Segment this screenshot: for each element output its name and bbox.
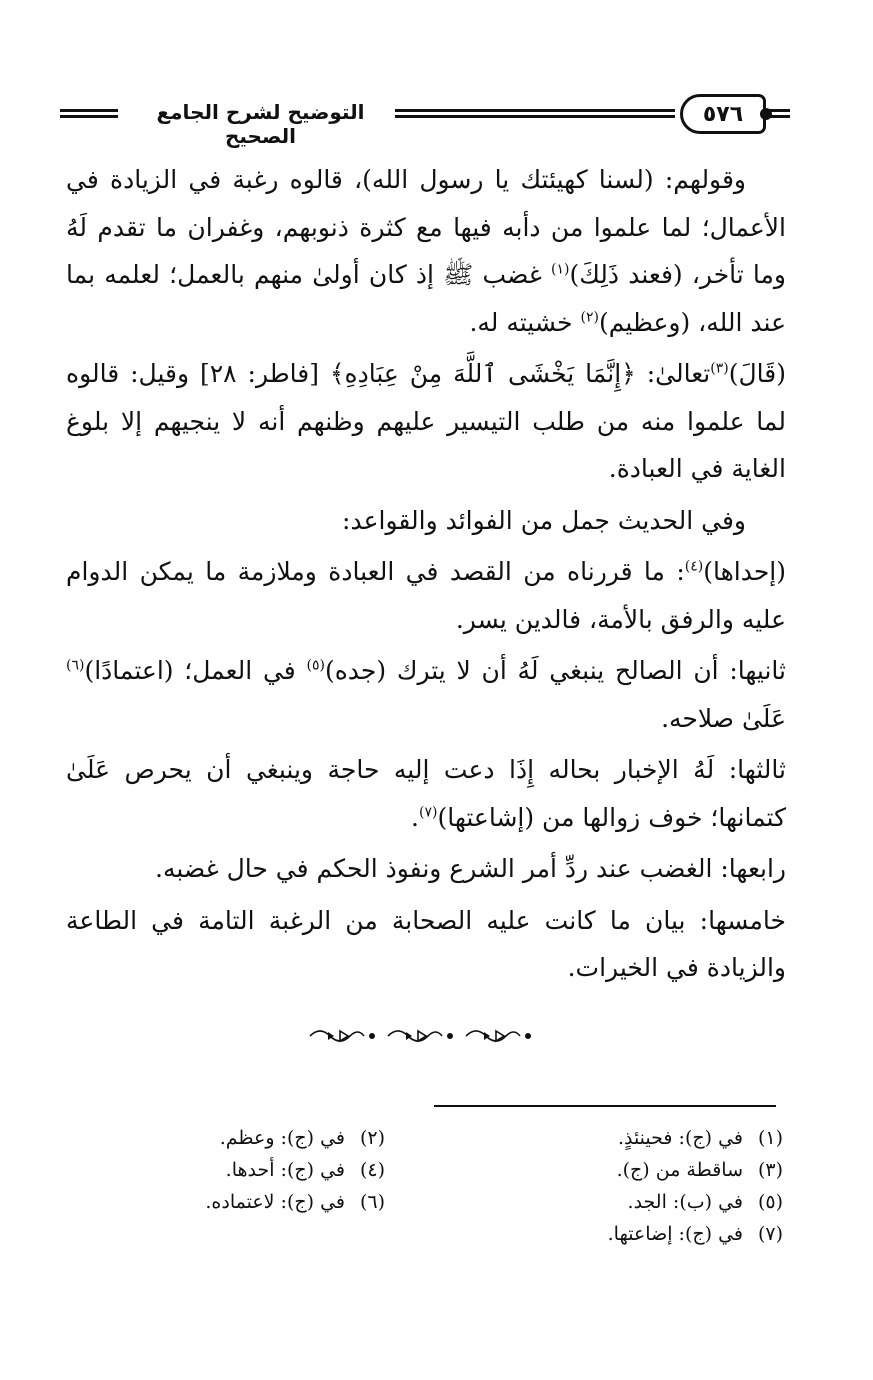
footnote-number: (٣) bbox=[757, 1159, 783, 1181]
quran-verse: ﴿إِنَّمَا يَخْشَى ٱللَّهَ مِنْ عِبَادِهِ﴾ bbox=[329, 359, 636, 388]
footnote-number: (١) bbox=[757, 1127, 783, 1149]
text-segment: ثانيها: أن الصالح ينبغي لَهُ أن لا يترك (جده) bbox=[324, 656, 786, 685]
page-header bbox=[60, 92, 790, 148]
text-segment: غضب ﷺ إذ كان أولىٰ منهم بالعمل؛ لعلمه بما عند الله، (وعظيم) bbox=[66, 260, 786, 337]
paragraph-4 bbox=[66, 548, 786, 643]
text-segment: : ما قررناه من القصد في العبادة وملازمة ما يمكن الدوام عليه والرفق بالأمة، فالدين يسر. bbox=[66, 557, 786, 634]
footnote-item bbox=[205, 1186, 385, 1218]
text-segment: عَلَىٰ صلاحه. bbox=[661, 703, 786, 733]
header-rule-middle bbox=[395, 109, 675, 118]
footnote-item bbox=[608, 1154, 783, 1186]
footnote-ref-5[interactable]: (٥) bbox=[306, 657, 325, 674]
text-segment: (قَالَ) bbox=[728, 359, 786, 388]
footnote-text: في (ب): الجد. bbox=[627, 1191, 743, 1213]
footnote-ref-4[interactable]: (٤) bbox=[684, 558, 704, 575]
paragraph-2 bbox=[66, 350, 786, 493]
section-ornament-icon bbox=[300, 1022, 540, 1048]
book-title: التوضيح لشرح الجامع الصحيح bbox=[156, 100, 365, 148]
text-segment: وقولهم: (لسنا كهيئتك يا رسول الله)، قالوه رغبة في الزيادة في الأعمال؛ لما علموا من دأبه فيها مع كثرة ذنوبهم، وغفران ما تقدم لَهُ وما تأخر، (فعند ذَلِكَ) bbox=[66, 165, 786, 289]
footnote-ref-2[interactable]: (٢) bbox=[580, 309, 600, 326]
text-segment: ثالثها: لَهُ الإخبار بحاله إِذَا دعت إليه حاجة وينبغي أن يحرص عَلَىٰ كتمانها؛ خوف زوالها من (إشاعتها) bbox=[66, 755, 786, 832]
footnote-ref-3[interactable]: (٣) bbox=[710, 360, 729, 377]
paragraph-8: خامسها: بيان ما كانت عليه الصحابة من الرغبة التامة في الطاعة والزيادة في الخيرات. bbox=[66, 905, 786, 982]
footnote-ref-6[interactable]: (٦) bbox=[66, 657, 85, 674]
text-segment: (إحداها) bbox=[703, 557, 786, 586]
footnote-item bbox=[608, 1122, 783, 1154]
paragraph-6 bbox=[66, 746, 786, 841]
header-rule-left bbox=[60, 109, 118, 118]
footnote-text: في (ج): لاعتماده. bbox=[205, 1191, 345, 1213]
footnote-text: في (ج): أحدها. bbox=[225, 1159, 345, 1181]
header-rule-right bbox=[765, 109, 790, 118]
footnotes-column-left bbox=[205, 1122, 385, 1218]
footnote-number: (٥) bbox=[757, 1191, 783, 1213]
footnote-text: في (ج): إضاعتها. bbox=[607, 1223, 743, 1245]
paragraph-7: رابعها: الغضب عند ردِّ أمر الشرع ونفوذ الحكم في حال غضبه. bbox=[155, 854, 786, 883]
paragraph-5 bbox=[66, 647, 786, 742]
footnote-number: (٦) bbox=[359, 1191, 385, 1213]
footnote-text: في (ج): فحينئذٍ. bbox=[617, 1127, 743, 1149]
main-text bbox=[66, 156, 786, 992]
footnote-item bbox=[205, 1154, 385, 1186]
footnote-item bbox=[608, 1218, 783, 1250]
paragraph-1 bbox=[66, 156, 786, 346]
footnote-number: (٧) bbox=[757, 1223, 783, 1245]
text-segment: في العمل؛ (اعتمادًا) bbox=[84, 656, 307, 685]
footnote-item bbox=[205, 1122, 385, 1154]
footnote-separator bbox=[434, 1105, 776, 1107]
footnote-number: (٢) bbox=[359, 1127, 385, 1149]
footnote-text: ساقطة من (ج). bbox=[616, 1159, 743, 1181]
text-segment: [فاطر: ٢٨] وقيل: قالوه لما علموا منه من طلب التيسير عليهم وظنهم أنه لا ينجيهم إلا بلوغ الغاية في العبادة. bbox=[66, 359, 786, 483]
footnote-ref-1[interactable]: (١) bbox=[551, 261, 570, 278]
page-number: ٥٧٦ bbox=[680, 94, 766, 134]
text-segment: تعالىٰ: bbox=[635, 359, 711, 388]
text-segment: . bbox=[411, 802, 419, 832]
footnotes-column-right bbox=[608, 1122, 783, 1250]
footnote-number: (٤) bbox=[359, 1159, 385, 1181]
text-segment: خشيته له. bbox=[469, 307, 581, 337]
footnote-ref-7[interactable]: (٧) bbox=[419, 804, 438, 821]
footnote-text: في (ج): وعظم. bbox=[219, 1127, 345, 1149]
footnote-item bbox=[608, 1186, 783, 1218]
paragraph-3: وفي الحديث جمل من الفوائد والقواعد: bbox=[342, 505, 746, 535]
